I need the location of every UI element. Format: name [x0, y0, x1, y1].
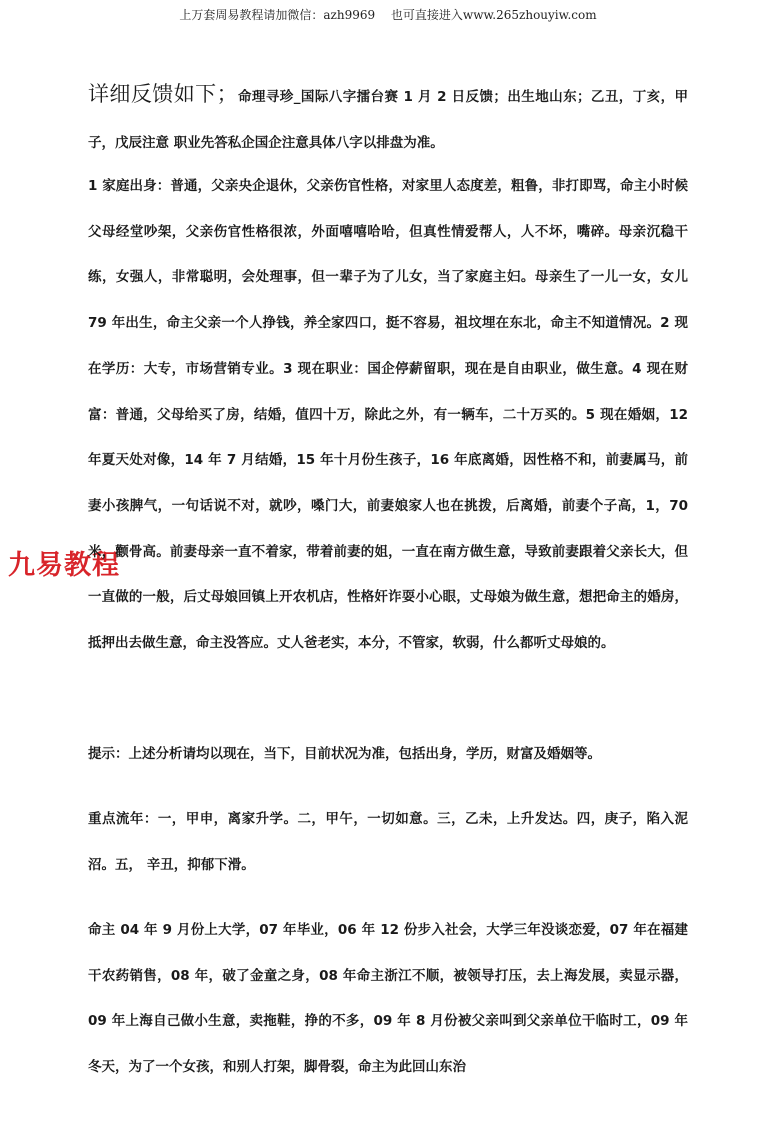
family-paragraph: 1 家庭出身：普通，父亲央企退休，父亲伤官性格，对家里人态度差，粗鲁，非打即骂，命主小时候父母经堂吵架，父亲伤官性格很浓，外面嘻嘻哈哈，但真性情爱帮人，人不坏，嘴碎。母亲沉稳干练，女强人，非常聪明，会处理事，但一辈子为了儿女，当了家庭主妇。母亲生了一儿一女，女儿 79 年出生，命主父亲一个人挣钱，养全家四口，挺不容易，祖坟埋在东北，命主不知道情况。2 现在学历：大专，市场营销专业。3 现在职业：国企停薪留职，现在是自由职业，做生意。4 现在财富：普通，父母给买了房，结婚，值四十万，除此之外，有一辆车，二十万买的。5 现在婚姻，12 年夏天处对像，14 年 7 月结婚，15 年十月份生孩子，16 年底离婚，因性格不和，前妻属马，前妻小孩脾气，一句话说不对，就吵，嗓门大，前妻娘家人也在挑拨，后离婚，前妻个子高，1，70 米，颧骨高。前妻母亲一直不着家，带着前妻的姐，一直在南方做生意，导致前妻跟着父亲长大，但一直做的一般，后丈母娘回镇上开农机店，性格奸诈耍小心眼，丈母娘为做生意，想把命主的婚房，抵押出去做生意，命主没答应。丈人爸老实，本分，不管家，软弱，什么都听丈母娘的。 — [88, 178, 688, 652]
watermark-logo: 九易教程 — [8, 550, 120, 581]
history-paragraph: 命主 04 年 9 月份上大学，07 年毕业，06 年 12 份步入社会，大学三年没谈恋爱，07 年在福建干农药销售，08 年，破了金童之身，08 年命主浙江不顺，被领导打压，去上海发展，卖显示器，09 年上海自己做小生意，卖拖鞋，挣的不多，09 年 8 月份被父亲叫到父亲单位干临时工，09 年冬天，为了一个女孩，和别人打架，脚骨裂，命主为此回山东治 — [88, 922, 688, 1076]
intro-lead: 详细反馈如下； — [88, 82, 238, 106]
tip-paragraph: 提示：上述分析请均以现在，当下，目前状况为准，包括出身，学历，财富及婚姻等。 — [88, 746, 601, 762]
years-paragraph: 重点流年：一，甲申，离家升学。二，甲午，一切如意。三，乙未，上升发达。四，庚子，陷入泥沼。五， 辛丑，抑郁下滑。 — [88, 811, 688, 873]
intro-paragraph — [88, 72, 688, 166]
page-header-ad: 上万套周易教程请加微信：azh9969 也可直接进入www.265zhouyiw.com — [179, 8, 597, 22]
intro-text: 命理寻珍_国际八字擂台赛 1 月 2 日反馈；出生地山东；乙丑，丁亥，甲子，戊辰注意 职业先答私企国企注意具体八字以排盘为准。 — [88, 89, 688, 151]
